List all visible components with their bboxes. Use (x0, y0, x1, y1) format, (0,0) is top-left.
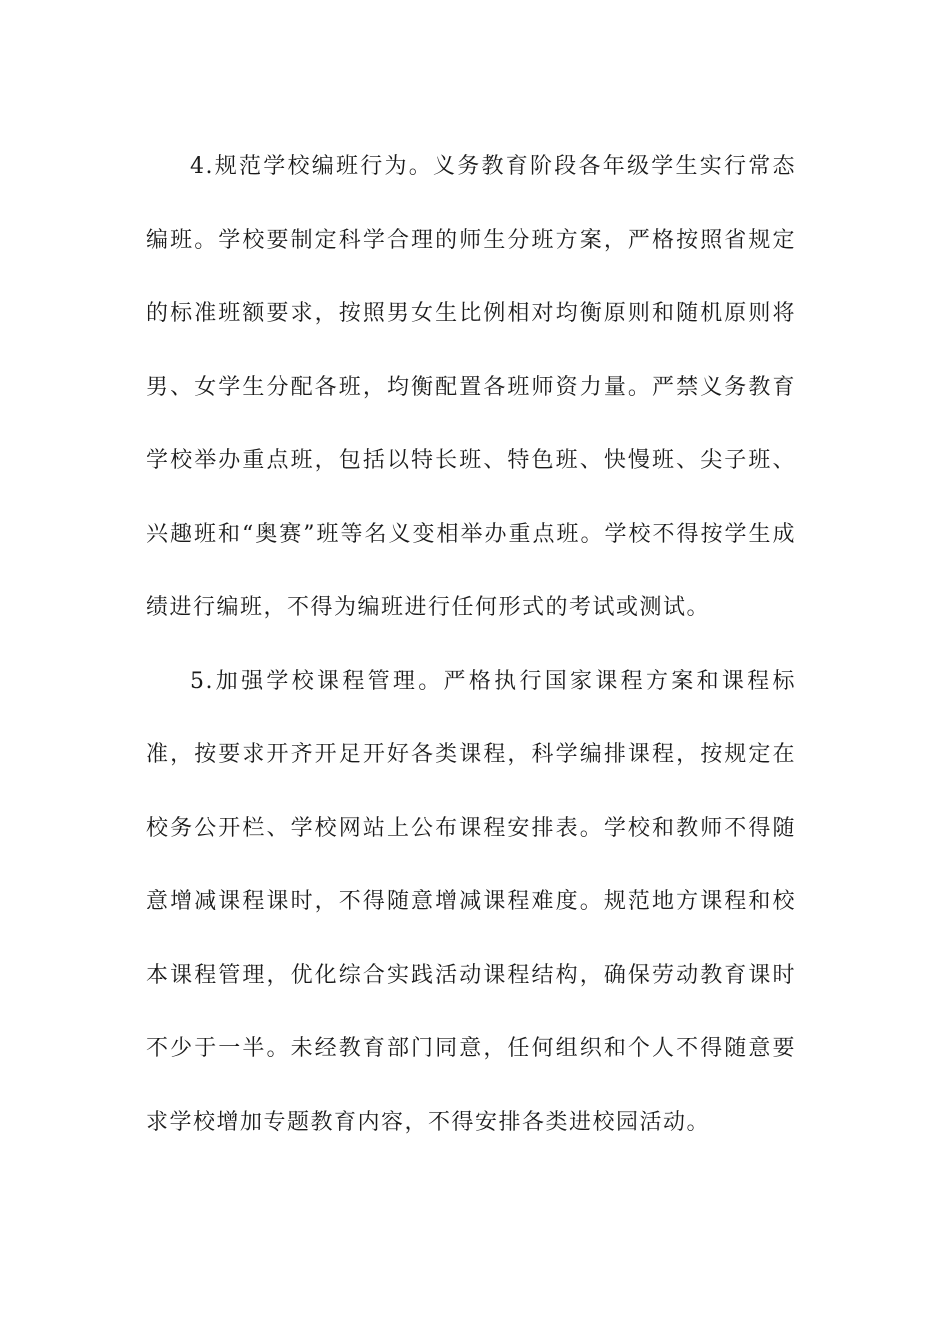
paragraph-curriculum-management: 5.加强学校课程管理。严格执行国家课程方案和课程标准，按要求开齐开足开好各类课程，科学编排课程，按规定在校务公开栏、学校网站上公布课程安排表。学校和教师不得随意增减课程课时，不得随意增减课程难度。规范地方课程和校本课程管理，优化综合实践活动课程结构，确保劳动教育课时不少于一半。未经教育部门同意，任何组织和个人不得随意要求学校增加专题教育内容，不得安排各类进校园活动。 (146, 668, 796, 1135)
document-body (146, 130, 796, 1159)
paragraph-class-grouping: 4.规范学校编班行为。义务教育阶段各年级学生实行常态编班。学校要制定科学合理的师生分班方案，严格按照省规定的标准班额要求，按照男女生比例相对均衡原则和随机原则将男、女学生分配各班，均衡配置各班师资力量。严禁义务教育学校举办重点班，包括以特长班、特色班、快慢班、尖子班、兴趣班和“奥赛”班等名义变相举办重点班。学校不得按学生成绩进行编班，不得为编班进行任何形式的考试或测试。 (146, 154, 796, 620)
